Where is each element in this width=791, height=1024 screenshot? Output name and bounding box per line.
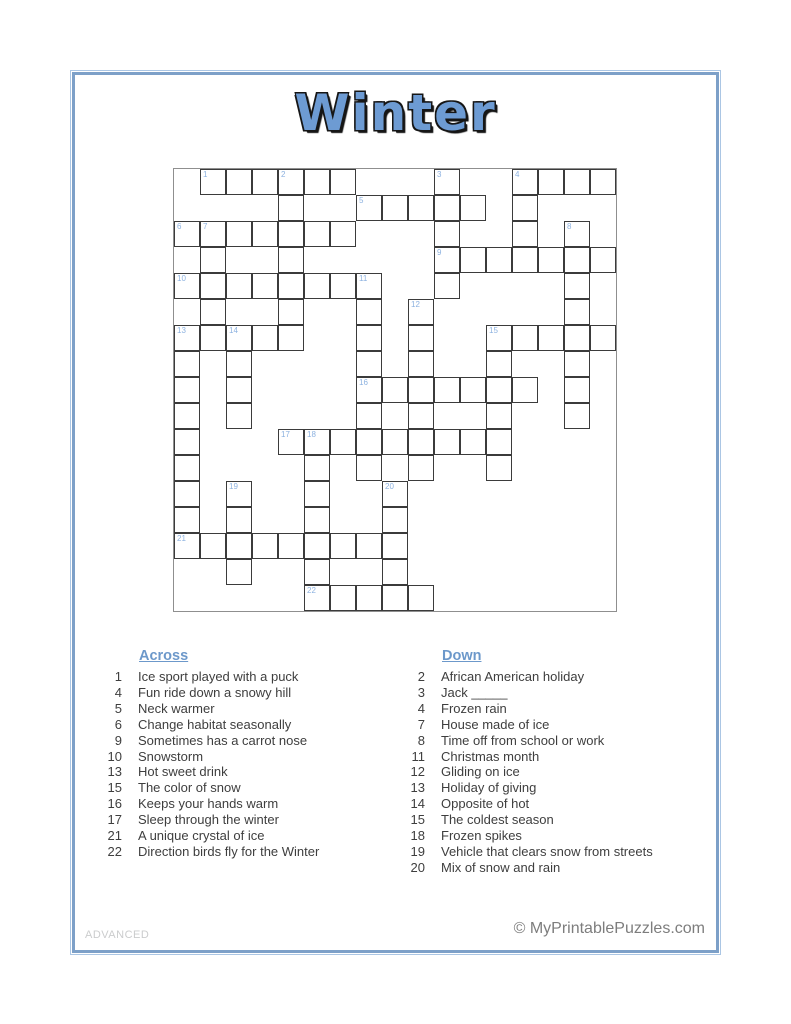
grid-cell[interactable]	[356, 429, 382, 455]
down-heading: Down	[442, 648, 482, 664]
clue-item	[92, 701, 392, 717]
grid-cell[interactable]	[330, 221, 356, 247]
grid-cell[interactable]	[590, 247, 616, 273]
grid-cell[interactable]	[356, 325, 382, 351]
grid-cell[interactable]	[356, 299, 382, 325]
clue-text: Time off from school or work	[441, 732, 605, 748]
grid-cell[interactable]	[408, 455, 434, 481]
grid-cell[interactable]	[564, 273, 590, 299]
cell-number: 16	[359, 378, 368, 387]
cell-number: 8	[567, 222, 572, 231]
grid-cell[interactable]	[304, 507, 330, 533]
grid-cell[interactable]	[330, 533, 356, 559]
cell-number: 18	[307, 430, 316, 439]
clue-item	[92, 828, 392, 844]
grid-cell[interactable]	[408, 351, 434, 377]
grid-cell[interactable]	[564, 377, 590, 403]
grid-cell[interactable]	[278, 273, 304, 299]
grid-cell[interactable]	[304, 429, 330, 455]
clue-number: 13	[107, 764, 122, 780]
grid-cell[interactable]	[330, 273, 356, 299]
grid-cell[interactable]	[200, 221, 226, 247]
clue-text: Sleep through the winter	[138, 812, 279, 828]
grid-cell[interactable]	[226, 559, 252, 585]
grid-cell[interactable]	[512, 377, 538, 403]
grid-cell[interactable]	[486, 247, 512, 273]
clue-number: 19	[410, 843, 425, 859]
cell-number: 5	[359, 196, 364, 205]
grid-cell[interactable]	[200, 247, 226, 273]
grid-cell[interactable]	[512, 169, 538, 195]
clue-item	[395, 685, 725, 701]
grid-cell[interactable]	[278, 221, 304, 247]
grid-cell[interactable]	[512, 221, 538, 247]
grid-cell[interactable]	[304, 455, 330, 481]
cell-number: 4	[515, 170, 520, 179]
grid-cell[interactable]	[564, 351, 590, 377]
across-clues	[92, 648, 392, 860]
clue-text: Mix of snow and rain	[441, 859, 561, 875]
across-heading: Across	[139, 648, 189, 664]
cell-number: 1	[203, 170, 208, 179]
clue-item	[92, 812, 392, 828]
grid-cell[interactable]	[252, 325, 278, 351]
clue-item	[395, 669, 725, 685]
clue-item	[395, 844, 725, 860]
clue-item	[395, 701, 725, 717]
grid-cell[interactable]	[356, 195, 382, 221]
grid-cell[interactable]	[434, 247, 460, 273]
clue-item	[395, 828, 725, 844]
grid-cell[interactable]	[538, 325, 564, 351]
clue-number: 13	[410, 780, 425, 796]
grid-cell[interactable]	[538, 169, 564, 195]
grid-cell[interactable]	[512, 247, 538, 273]
grid-cell[interactable]	[226, 403, 252, 429]
grid-cell[interactable]	[304, 585, 330, 611]
grid-cell[interactable]	[174, 273, 200, 299]
across-clue-list	[92, 669, 392, 860]
grid-cell[interactable]	[382, 481, 408, 507]
clue-text: Holiday of giving	[441, 780, 537, 796]
grid-cell[interactable]	[460, 195, 486, 221]
clue-text: The coldest season	[441, 812, 554, 828]
clue-number: 20	[410, 859, 425, 875]
grid-cell[interactable]	[174, 325, 200, 351]
cell-number: 19	[229, 482, 238, 491]
clue-item	[395, 764, 725, 780]
grid-cell[interactable]	[434, 273, 460, 299]
grid-cell[interactable]	[486, 351, 512, 377]
grid-cell[interactable]	[330, 429, 356, 455]
clue-item	[92, 669, 392, 685]
clue-item	[395, 780, 725, 796]
grid-cell[interactable]	[226, 273, 252, 299]
grid-cell[interactable]	[278, 325, 304, 351]
grid-cell[interactable]	[486, 455, 512, 481]
clue-item	[92, 733, 392, 749]
grid-cell[interactable]	[200, 273, 226, 299]
grid-cell[interactable]	[408, 377, 434, 403]
clue-item	[92, 749, 392, 765]
grid-cell[interactable]	[538, 247, 564, 273]
grid-cell[interactable]	[174, 429, 200, 455]
clue-number: 3	[417, 684, 425, 700]
clue-item	[92, 717, 392, 733]
grid-cell[interactable]	[278, 169, 304, 195]
grid-cell[interactable]	[408, 403, 434, 429]
clue-item	[395, 733, 725, 749]
grid-cell[interactable]	[512, 195, 538, 221]
clue-text: The color of snow	[138, 780, 241, 796]
grid-cell[interactable]	[174, 403, 200, 429]
grid-cell[interactable]	[174, 481, 200, 507]
grid-cell[interactable]	[226, 533, 252, 559]
grid-cell[interactable]	[174, 377, 200, 403]
grid-cell[interactable]	[460, 247, 486, 273]
clue-item	[395, 812, 725, 828]
grid-cell[interactable]	[434, 195, 460, 221]
clue-number: 12	[410, 764, 425, 780]
grid-cell[interactable]	[174, 455, 200, 481]
grid-cell[interactable]	[408, 195, 434, 221]
grid-cell[interactable]	[174, 507, 200, 533]
grid-cell[interactable]	[382, 533, 408, 559]
clue-item	[395, 860, 725, 876]
clue-text: Opposite of hot	[441, 796, 530, 812]
grid-cell[interactable]	[200, 299, 226, 325]
grid-cell[interactable]	[200, 169, 226, 195]
clue-number: 11	[411, 748, 425, 764]
cell-number: 10	[177, 274, 186, 283]
cell-number: 13	[177, 326, 186, 335]
grid-cell[interactable]	[408, 299, 434, 325]
puzzle-title: Winter	[294, 84, 497, 142]
grid-cell[interactable]	[460, 429, 486, 455]
grid-cell[interactable]	[356, 273, 382, 299]
clue-item	[92, 764, 392, 780]
grid-cell[interactable]	[434, 377, 460, 403]
grid-cell[interactable]	[512, 325, 538, 351]
clue-number: 5	[114, 700, 122, 716]
clue-text: Snowstorm	[138, 748, 204, 764]
clue-text: Hot sweet drink	[138, 764, 228, 780]
clue-number: 2	[417, 669, 425, 684]
grid-cell[interactable]	[356, 351, 382, 377]
grid-cell[interactable]	[304, 533, 330, 559]
crossword-grid	[173, 168, 617, 612]
grid-cell[interactable]	[356, 403, 382, 429]
grid-cell[interactable]	[382, 377, 408, 403]
grid-cell[interactable]	[434, 221, 460, 247]
grid-cell[interactable]	[304, 273, 330, 299]
grid-cell[interactable]	[278, 195, 304, 221]
grid-cell[interactable]	[564, 169, 590, 195]
cell-number: 9	[437, 248, 442, 257]
clue-text: Change habitat seasonally	[138, 716, 292, 732]
grid-cell[interactable]	[174, 351, 200, 377]
grid-cell[interactable]	[252, 533, 278, 559]
grid-cell[interactable]	[434, 429, 460, 455]
down-clue-list	[395, 669, 725, 876]
grid-cell[interactable]	[486, 403, 512, 429]
clue-text: Neck warmer	[138, 700, 215, 716]
grid-cell[interactable]	[564, 325, 590, 351]
clue-number: 8	[417, 732, 425, 748]
cell-number: 6	[177, 222, 182, 231]
clue-text: Frozen spikes	[441, 828, 522, 844]
cell-number: 22	[307, 586, 316, 595]
clue-number: 4	[114, 684, 122, 700]
copyright-text: © MyPrintablePuzzles.com	[513, 920, 705, 937]
difficulty-label: ADVANCED	[85, 929, 150, 941]
grid-cell[interactable]	[278, 247, 304, 273]
clue-text: Direction birds fly for the Winter	[138, 843, 320, 859]
grid-cell[interactable]	[590, 169, 616, 195]
grid-cell[interactable]	[382, 559, 408, 585]
clue-item	[92, 685, 392, 701]
grid-cell[interactable]	[590, 325, 616, 351]
clue-text: Ice sport played with a puck	[138, 669, 299, 684]
grid-cell[interactable]	[356, 455, 382, 481]
clue-item	[395, 796, 725, 812]
grid-cell[interactable]	[356, 377, 382, 403]
clue-number: 22	[107, 843, 122, 859]
grid-cell[interactable]	[278, 533, 304, 559]
grid-cell[interactable]	[382, 585, 408, 611]
clue-text: Christmas month	[441, 748, 540, 764]
grid-cell[interactable]	[304, 169, 330, 195]
clue-text: Sometimes has a carrot nose	[138, 732, 308, 748]
clue-number: 4	[417, 700, 425, 716]
cell-number: 17	[281, 430, 290, 439]
grid-cell[interactable]	[460, 377, 486, 403]
grid-cell[interactable]	[408, 585, 434, 611]
clue-number: 18	[410, 828, 425, 844]
grid-cell[interactable]	[174, 221, 200, 247]
cell-number: 21	[177, 534, 186, 543]
clue-number: 10	[107, 748, 122, 764]
clue-item	[92, 780, 392, 796]
grid-cell[interactable]	[174, 533, 200, 559]
cell-number: 2	[281, 170, 286, 179]
cell-number: 12	[411, 300, 420, 309]
grid-cell[interactable]	[304, 221, 330, 247]
clue-number: 21	[107, 828, 122, 844]
down-clues	[395, 648, 725, 876]
grid-cell[interactable]	[226, 351, 252, 377]
clue-text: Fun ride down a snowy hill	[138, 684, 292, 700]
grid-cell[interactable]	[330, 585, 356, 611]
grid-cell[interactable]	[486, 429, 512, 455]
grid-cell[interactable]	[356, 585, 382, 611]
cell-number: 20	[385, 482, 394, 491]
clue-item	[395, 717, 725, 733]
clue-number: 7	[417, 716, 425, 732]
clue-text: A unique crystal of ice	[138, 828, 265, 844]
grid-cell[interactable]	[564, 299, 590, 325]
grid-cell[interactable]	[486, 377, 512, 403]
grid-cell[interactable]	[382, 507, 408, 533]
grid-cell[interactable]	[356, 533, 382, 559]
grid-cell[interactable]	[252, 169, 278, 195]
grid-cell[interactable]	[226, 325, 252, 351]
grid-cell[interactable]	[486, 325, 512, 351]
grid-cell[interactable]	[408, 429, 434, 455]
grid-cell[interactable]	[382, 429, 408, 455]
grid-cell[interactable]	[564, 403, 590, 429]
clue-text: Vehicle that clears snow from streets	[441, 843, 653, 859]
grid-cell[interactable]	[252, 221, 278, 247]
clue-number: 6	[114, 716, 122, 732]
grid-cell[interactable]	[226, 169, 252, 195]
grid-cell[interactable]	[226, 221, 252, 247]
grid-cell[interactable]	[382, 195, 408, 221]
grid-cell[interactable]	[226, 481, 252, 507]
grid-cell[interactable]	[200, 533, 226, 559]
grid-cell[interactable]	[226, 377, 252, 403]
cell-number: 15	[489, 326, 498, 335]
clue-item	[395, 749, 725, 765]
cell-number: 14	[229, 326, 238, 335]
cell-number: 7	[203, 222, 208, 231]
clue-text: Keeps your hands warm	[138, 796, 279, 812]
grid-cell[interactable]	[408, 325, 434, 351]
cell-number: 3	[437, 170, 442, 179]
grid-cell[interactable]	[252, 273, 278, 299]
clue-number: 15	[107, 780, 122, 796]
grid-cell[interactable]	[278, 429, 304, 455]
clue-item	[92, 844, 392, 860]
clue-text: House made of ice	[441, 716, 550, 732]
grid-cell[interactable]	[278, 299, 304, 325]
clue-number: 16	[107, 796, 122, 812]
grid-cell[interactable]	[304, 481, 330, 507]
grid-cell[interactable]	[226, 507, 252, 533]
clue-number: 9	[114, 732, 122, 748]
clue-number: 15	[410, 812, 425, 828]
grid-cell[interactable]	[564, 247, 590, 273]
clue-number: 17	[107, 812, 122, 828]
clue-number: 14	[410, 796, 425, 812]
clue-number: 1	[114, 669, 122, 684]
grid-cell[interactable]	[330, 169, 356, 195]
cell-number: 11	[359, 274, 368, 283]
clue-item	[92, 796, 392, 812]
clue-text: Jack _____	[441, 684, 508, 700]
grid-cell[interactable]	[564, 221, 590, 247]
clue-text: African American holiday	[441, 669, 585, 684]
grid-cell[interactable]	[434, 169, 460, 195]
clue-text: Gliding on ice	[441, 764, 520, 780]
grid-cell[interactable]	[304, 559, 330, 585]
grid-cell[interactable]	[200, 325, 226, 351]
clue-text: Frozen rain	[441, 700, 507, 716]
